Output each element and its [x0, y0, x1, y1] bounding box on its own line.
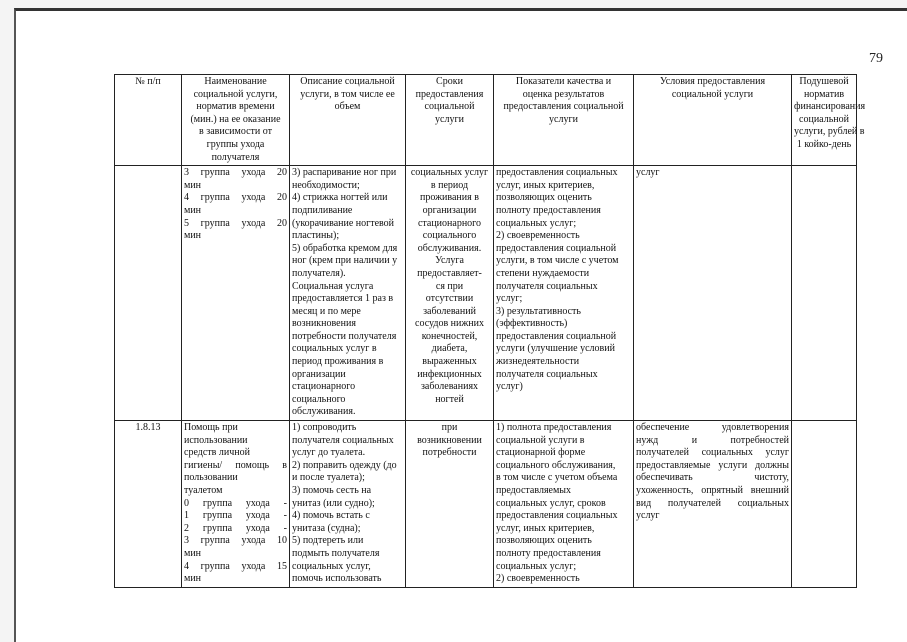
text-line: 4) стрижка ногтей или: [292, 192, 388, 204]
text-line: услуги, в том числе с учетом: [496, 255, 619, 267]
text-line: услуг: [636, 167, 660, 179]
text-line: инфекционных: [417, 368, 482, 380]
text-line: услуг, иных критериев,: [496, 179, 595, 191]
text-line: ухоженность, опрятный внешний: [636, 485, 789, 496]
text-line: проживания в: [420, 192, 479, 204]
text-line: вид получателей социальных: [636, 497, 789, 509]
text-line: потребности: [422, 447, 477, 459]
text-line: социальных услуг в: [292, 343, 377, 355]
cell-number: [115, 421, 182, 588]
text-line: организации: [422, 204, 477, 216]
text-line: 1 группа ухода -: [184, 510, 287, 522]
text-line: 3 группа ухода 10: [184, 535, 287, 547]
text-line: мин: [184, 573, 202, 585]
text-line: ся при: [435, 280, 464, 292]
text-line: Услуга: [435, 255, 464, 267]
text-line: использовании: [184, 434, 248, 446]
text-line: 3) распаривание ног при: [292, 167, 397, 179]
text-line: ногтей: [435, 393, 464, 405]
text-line: социального: [422, 230, 477, 242]
text-line: полноту предоставления: [496, 547, 601, 559]
text-line: социального: [292, 393, 346, 405]
text-line: социальных услуг;: [496, 217, 577, 229]
text-line: обслуживания.: [292, 406, 356, 418]
text-line: полноту предоставления: [496, 204, 601, 216]
text-line: пользовании: [184, 472, 238, 484]
text-line: группы ухода: [206, 138, 265, 150]
text-line: Наименование: [204, 76, 267, 87]
text-line: получателя социальных: [496, 280, 598, 292]
text-line: нужд и потребностей: [636, 434, 789, 446]
text-line: № п/п: [135, 76, 161, 87]
text-line: период проживания в: [292, 356, 384, 368]
text-line: (укорачивание ногтевой: [292, 217, 395, 229]
cell-financing: [792, 421, 857, 588]
text-line: (мин.) на ее оказание: [190, 113, 281, 125]
text-line: социальных услуг;: [496, 560, 577, 572]
text-line: социальных услуг, сроков: [496, 497, 606, 509]
cell-description: [290, 166, 406, 421]
cell-terms: [406, 166, 494, 421]
text-line: мин: [184, 547, 202, 559]
text-line: пластины);: [292, 230, 340, 242]
text-line: 1 койко-день: [796, 138, 852, 150]
text-line: возникновении: [417, 434, 482, 446]
text-line: Показатели качества и: [515, 76, 612, 87]
text-line: 1) полнота предоставления: [496, 422, 612, 434]
text-line: заболеваний: [423, 305, 476, 317]
text-line: стационарного: [292, 381, 356, 393]
header-number: [115, 75, 182, 166]
text-line: позволяющих оценить: [496, 192, 592, 204]
text-line: оценка результатов: [522, 88, 605, 100]
text-line: услуг: [636, 510, 660, 522]
text-line: Описание социальной: [300, 76, 395, 87]
text-line: позволяющих оценить: [496, 535, 592, 547]
text-line: при: [441, 422, 458, 434]
text-line: предоставления социальной: [496, 242, 617, 254]
text-line: услуги (улучшение условий: [496, 343, 615, 355]
text-line: обеспечивать чистоту,: [636, 472, 789, 484]
text-line: в зависимости от: [199, 126, 272, 138]
text-line: 5) подтереть или: [292, 535, 364, 547]
text-line: социальной услуги: [671, 88, 754, 100]
cell-number: [115, 166, 182, 421]
text-line: 0 группа ухода -: [184, 497, 287, 509]
text-line: и после туалета);: [292, 472, 365, 484]
text-line: 5 группа ухода 20: [184, 217, 287, 229]
text-line: унитаз (или судно);: [292, 497, 375, 509]
text-line: получателя).: [292, 267, 346, 279]
text-line: обслуживания.: [417, 242, 482, 254]
text-line: 3) результативность: [496, 305, 581, 317]
text-line: Условия предоставления: [659, 76, 766, 87]
table-header-row: [115, 75, 857, 166]
text-line: ног (крем при наличии у: [292, 255, 398, 267]
text-line: 2) своевременность: [496, 573, 580, 585]
cell-conditions: [634, 166, 792, 421]
cell-quality-indicators: [494, 421, 634, 588]
text-line: подмыть получателя: [292, 547, 380, 559]
text-line: 3) помочь сесть на: [292, 485, 372, 496]
text-line: социальных услуг,: [292, 560, 371, 572]
text-line: (эффективность): [496, 318, 568, 330]
text-line: предоставления: [415, 88, 484, 100]
text-line: услуги: [435, 113, 464, 125]
text-line: потребности получателя: [292, 330, 397, 342]
text-line: помочь использовать: [292, 573, 382, 585]
text-line: финансирования: [794, 101, 866, 113]
cell-description: [290, 421, 406, 588]
text-line: предоставляемые услуги должны: [636, 459, 789, 471]
text-line: жизнедеятельности: [496, 356, 580, 368]
text-line: 4 группа ухода 20: [184, 192, 287, 204]
text-line: организации: [292, 368, 346, 380]
text-line: предоставления социальной: [503, 101, 624, 113]
text-line: социальной услуги,: [193, 88, 278, 100]
text-line: Социальная услуга: [292, 280, 374, 292]
text-line: услуг;: [496, 293, 523, 305]
text-line: услуг): [496, 381, 523, 393]
text-line: отсутствии: [425, 293, 474, 305]
text-line: мин: [184, 230, 202, 242]
text-line: сосудов нижних: [415, 318, 484, 330]
text-line: мин: [184, 179, 202, 191]
header-description: [290, 75, 406, 166]
text-line: услуги, в том числе ее: [300, 88, 395, 100]
text-line: конечностей,: [421, 330, 478, 342]
header-quality-indicators: [494, 75, 634, 166]
text-line: диабета,: [431, 343, 468, 355]
cell-quality-indicators: [494, 166, 634, 421]
text-line: 2) своевременность: [496, 230, 580, 242]
text-line: услуг, иных критериев,: [496, 522, 595, 534]
header-financing: [792, 75, 866, 166]
text-line: 1) сопроводить: [292, 422, 357, 434]
text-line: гигиены/ помощь в: [184, 459, 287, 471]
text-line: норматив: [803, 88, 845, 100]
page-number: 79: [869, 51, 883, 66]
text-line: получателя: [211, 151, 260, 163]
text-line: предоставляемых: [496, 485, 572, 496]
text-line: Подушевой: [799, 76, 849, 87]
text-line: 2) поправить одежду (до: [292, 459, 397, 471]
header-conditions: [634, 75, 792, 166]
text-line: услуги, рублей в: [794, 126, 865, 138]
text-line: заболеваниях: [420, 381, 479, 393]
text-line: Сроки: [436, 76, 463, 87]
text-line: предоставления социальных: [496, 167, 618, 179]
cell-service-name: [182, 421, 290, 588]
text-line: социальной: [799, 113, 849, 125]
text-line: унитаза (судна);: [292, 522, 361, 534]
text-line: получателя социальных: [496, 368, 598, 380]
text-line: социальных услуг: [410, 167, 489, 179]
table-row: [115, 421, 857, 588]
text-line: предоставления социальной: [496, 330, 617, 342]
text-line: возникновения: [292, 318, 356, 330]
text-line: 1.8.13: [135, 422, 161, 434]
header-service-name: [182, 75, 290, 166]
text-line: услуг до туалета.: [292, 447, 366, 459]
text-line: степени нуждаемости: [496, 267, 590, 279]
cell-terms: [406, 421, 494, 588]
text-line: мин: [184, 204, 202, 216]
text-line: предоставляется 1 раз в: [292, 293, 394, 305]
cell-service-name: [182, 166, 290, 421]
text-line: обеспечение удовлетворения: [636, 422, 789, 434]
text-line: выраженных: [422, 356, 477, 368]
text-line: стационарной форме: [496, 447, 586, 459]
text-line: получателей социальных услуг: [636, 447, 789, 459]
text-line: 4 группа ухода 15: [184, 560, 287, 572]
text-line: необходимости;: [292, 179, 360, 191]
text-line: социальной: [424, 101, 475, 113]
text-line: 4) помочь встать с: [292, 510, 370, 522]
text-line: средств личной: [184, 447, 250, 459]
text-line: предоставляет-: [417, 267, 482, 279]
text-line: социального обслуживания,: [496, 459, 616, 471]
text-line: 5) обработка кремом для: [292, 242, 398, 254]
header-terms: [406, 75, 494, 166]
text-line: месяц и по мере: [292, 305, 361, 317]
text-line: социальной услуги в: [496, 434, 585, 446]
text-line: норматив времени: [196, 101, 275, 113]
text-line: 3 группа ухода 20: [184, 167, 287, 179]
table-row: [115, 166, 857, 421]
text-line: туалетом: [184, 485, 223, 496]
text-line: получателя социальных: [292, 434, 394, 446]
text-line: Помощь при: [184, 422, 238, 434]
text-line: объем: [334, 101, 361, 113]
text-line: стационарного: [417, 217, 482, 229]
text-line: предоставления социальных: [496, 510, 618, 522]
text-line: подпиливание: [292, 204, 353, 216]
cell-conditions: [634, 421, 792, 588]
cell-financing: [792, 166, 857, 421]
text-line: 2 группа ухода -: [184, 522, 287, 534]
text-line: в период: [430, 179, 469, 191]
text-line: в том числе с учетом объема: [496, 472, 618, 484]
document-page: [14, 8, 907, 642]
text-line: услуги: [549, 113, 578, 125]
services-table: [114, 74, 866, 588]
